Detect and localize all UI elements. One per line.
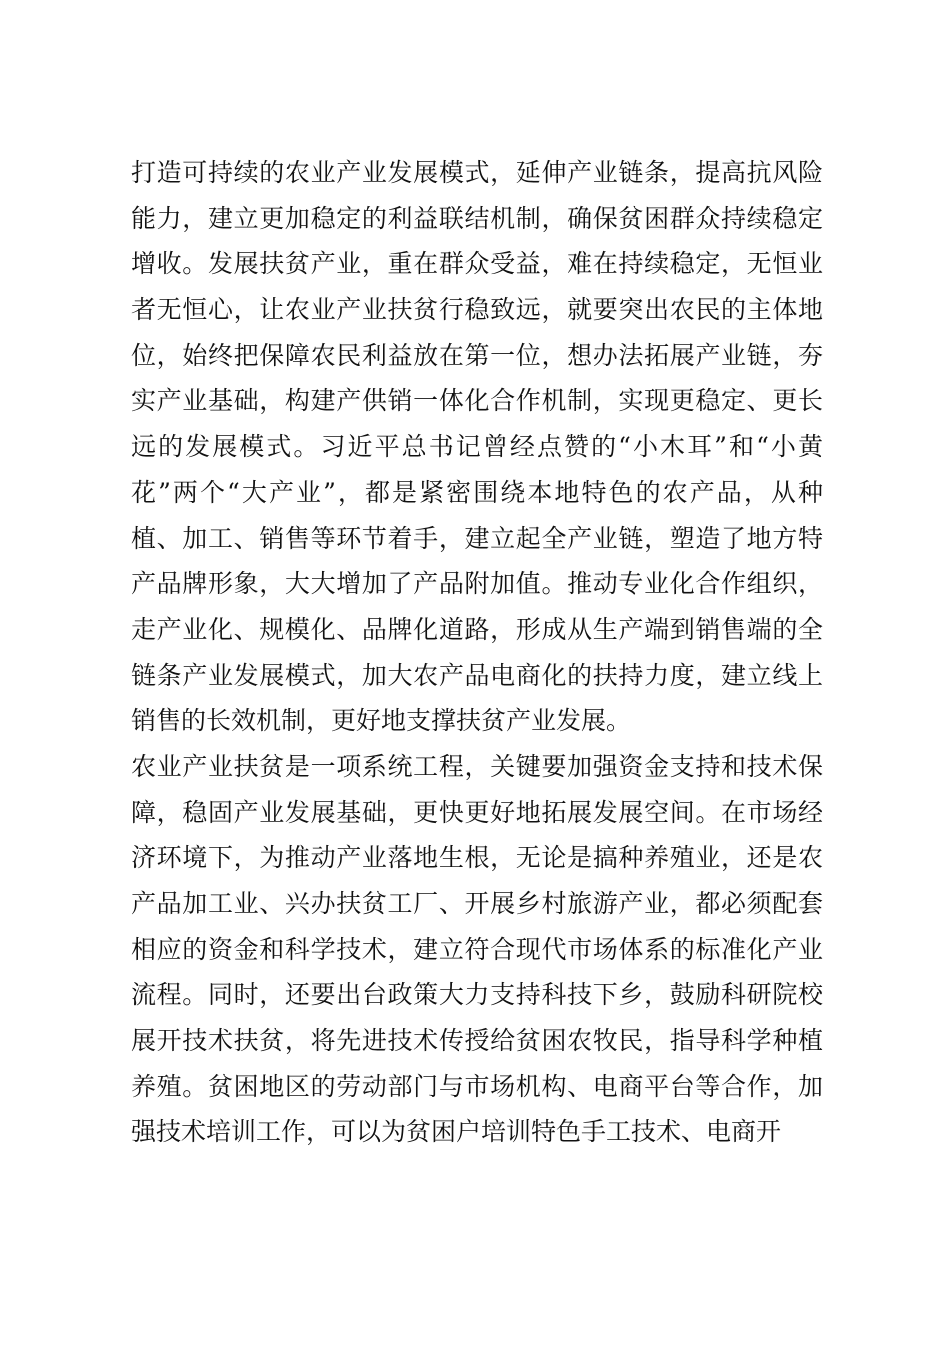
text-line: 障，稳固产业发展基础，更快更好地拓展发展空间。在市场经 — [131, 797, 823, 827]
text-line: 远的发展模式。习近平总书记曾经点赞的“小木耳”和“小黄 — [131, 432, 823, 462]
text-line: 产品加工业、兴办扶贫工厂、开展乡村旅游产业，都必须配套 — [131, 889, 823, 918]
document-body — [131, 150, 823, 1155]
text-line: 打造可持续的农业产业发展模式，延伸产业链条，提高抗风险 — [131, 158, 823, 187]
text-line: 植、加工、销售等环节着手，建立起全产业链，塑造了地方特 — [131, 523, 823, 553]
paragraph-1 — [131, 150, 823, 744]
text-line: 强技术培训工作，可以为贫困户培训特色手工技术、电商开 — [131, 1117, 782, 1147]
text-line: 能力，建立更加稳定的利益联结机制，确保贫困群众持续稳定 — [131, 203, 823, 233]
text-line: 实产业基础，构建产供销一体化合作机制，实现更稳定、更长 — [131, 386, 823, 416]
text-line: 走产业化、规模化、品牌化道路，形成从生产端到销售端的全 — [131, 614, 823, 644]
text-line: 增收。发展扶贫产业，重在群众受益，难在持续稳定，无恒业 — [131, 249, 823, 279]
text-line: 花”两个“大产业”，都是紧密围绕本地特色的农产品，从种 — [131, 477, 823, 507]
text-line: 销售的长效机制，更好地支撑扶贫产业发展。 — [131, 706, 632, 736]
text-line: 相应的资金和科学技术，建立符合现代市场体系的标准化产业 — [131, 934, 823, 964]
text-line: 位，始终把保障农民利益放在第一位，想办法拓展产业链，夯 — [131, 340, 823, 370]
text-line: 养殖。贫困地区的劳动部门与市场机构、电商平台等合作，加 — [131, 1071, 823, 1101]
paragraph-2 — [131, 744, 823, 1155]
text-line: 流程。同时，还要出台政策大力支持科技下乡，鼓励科研院校 — [131, 980, 823, 1010]
text-line: 农业产业扶贫是一项系统工程，关键要加强资金支持和技术保 — [131, 751, 823, 781]
text-line: 者无恒心，让农业产业扶贫行稳致远，就要突出农民的主体地 — [131, 295, 823, 325]
text-line: 展开技术扶贫，将先进技术传授给贫困农牧民，指导科学种植 — [131, 1026, 823, 1056]
text-line: 链条产业发展模式，加大农产品电商化的扶持力度，建立线上 — [131, 660, 823, 690]
text-line: 济环境下，为推动产业落地生根，无论是搞种养殖业，还是农 — [131, 843, 823, 873]
text-line: 产品牌形象，大大增加了产品附加值。推动专业化合作组织， — [131, 569, 823, 599]
